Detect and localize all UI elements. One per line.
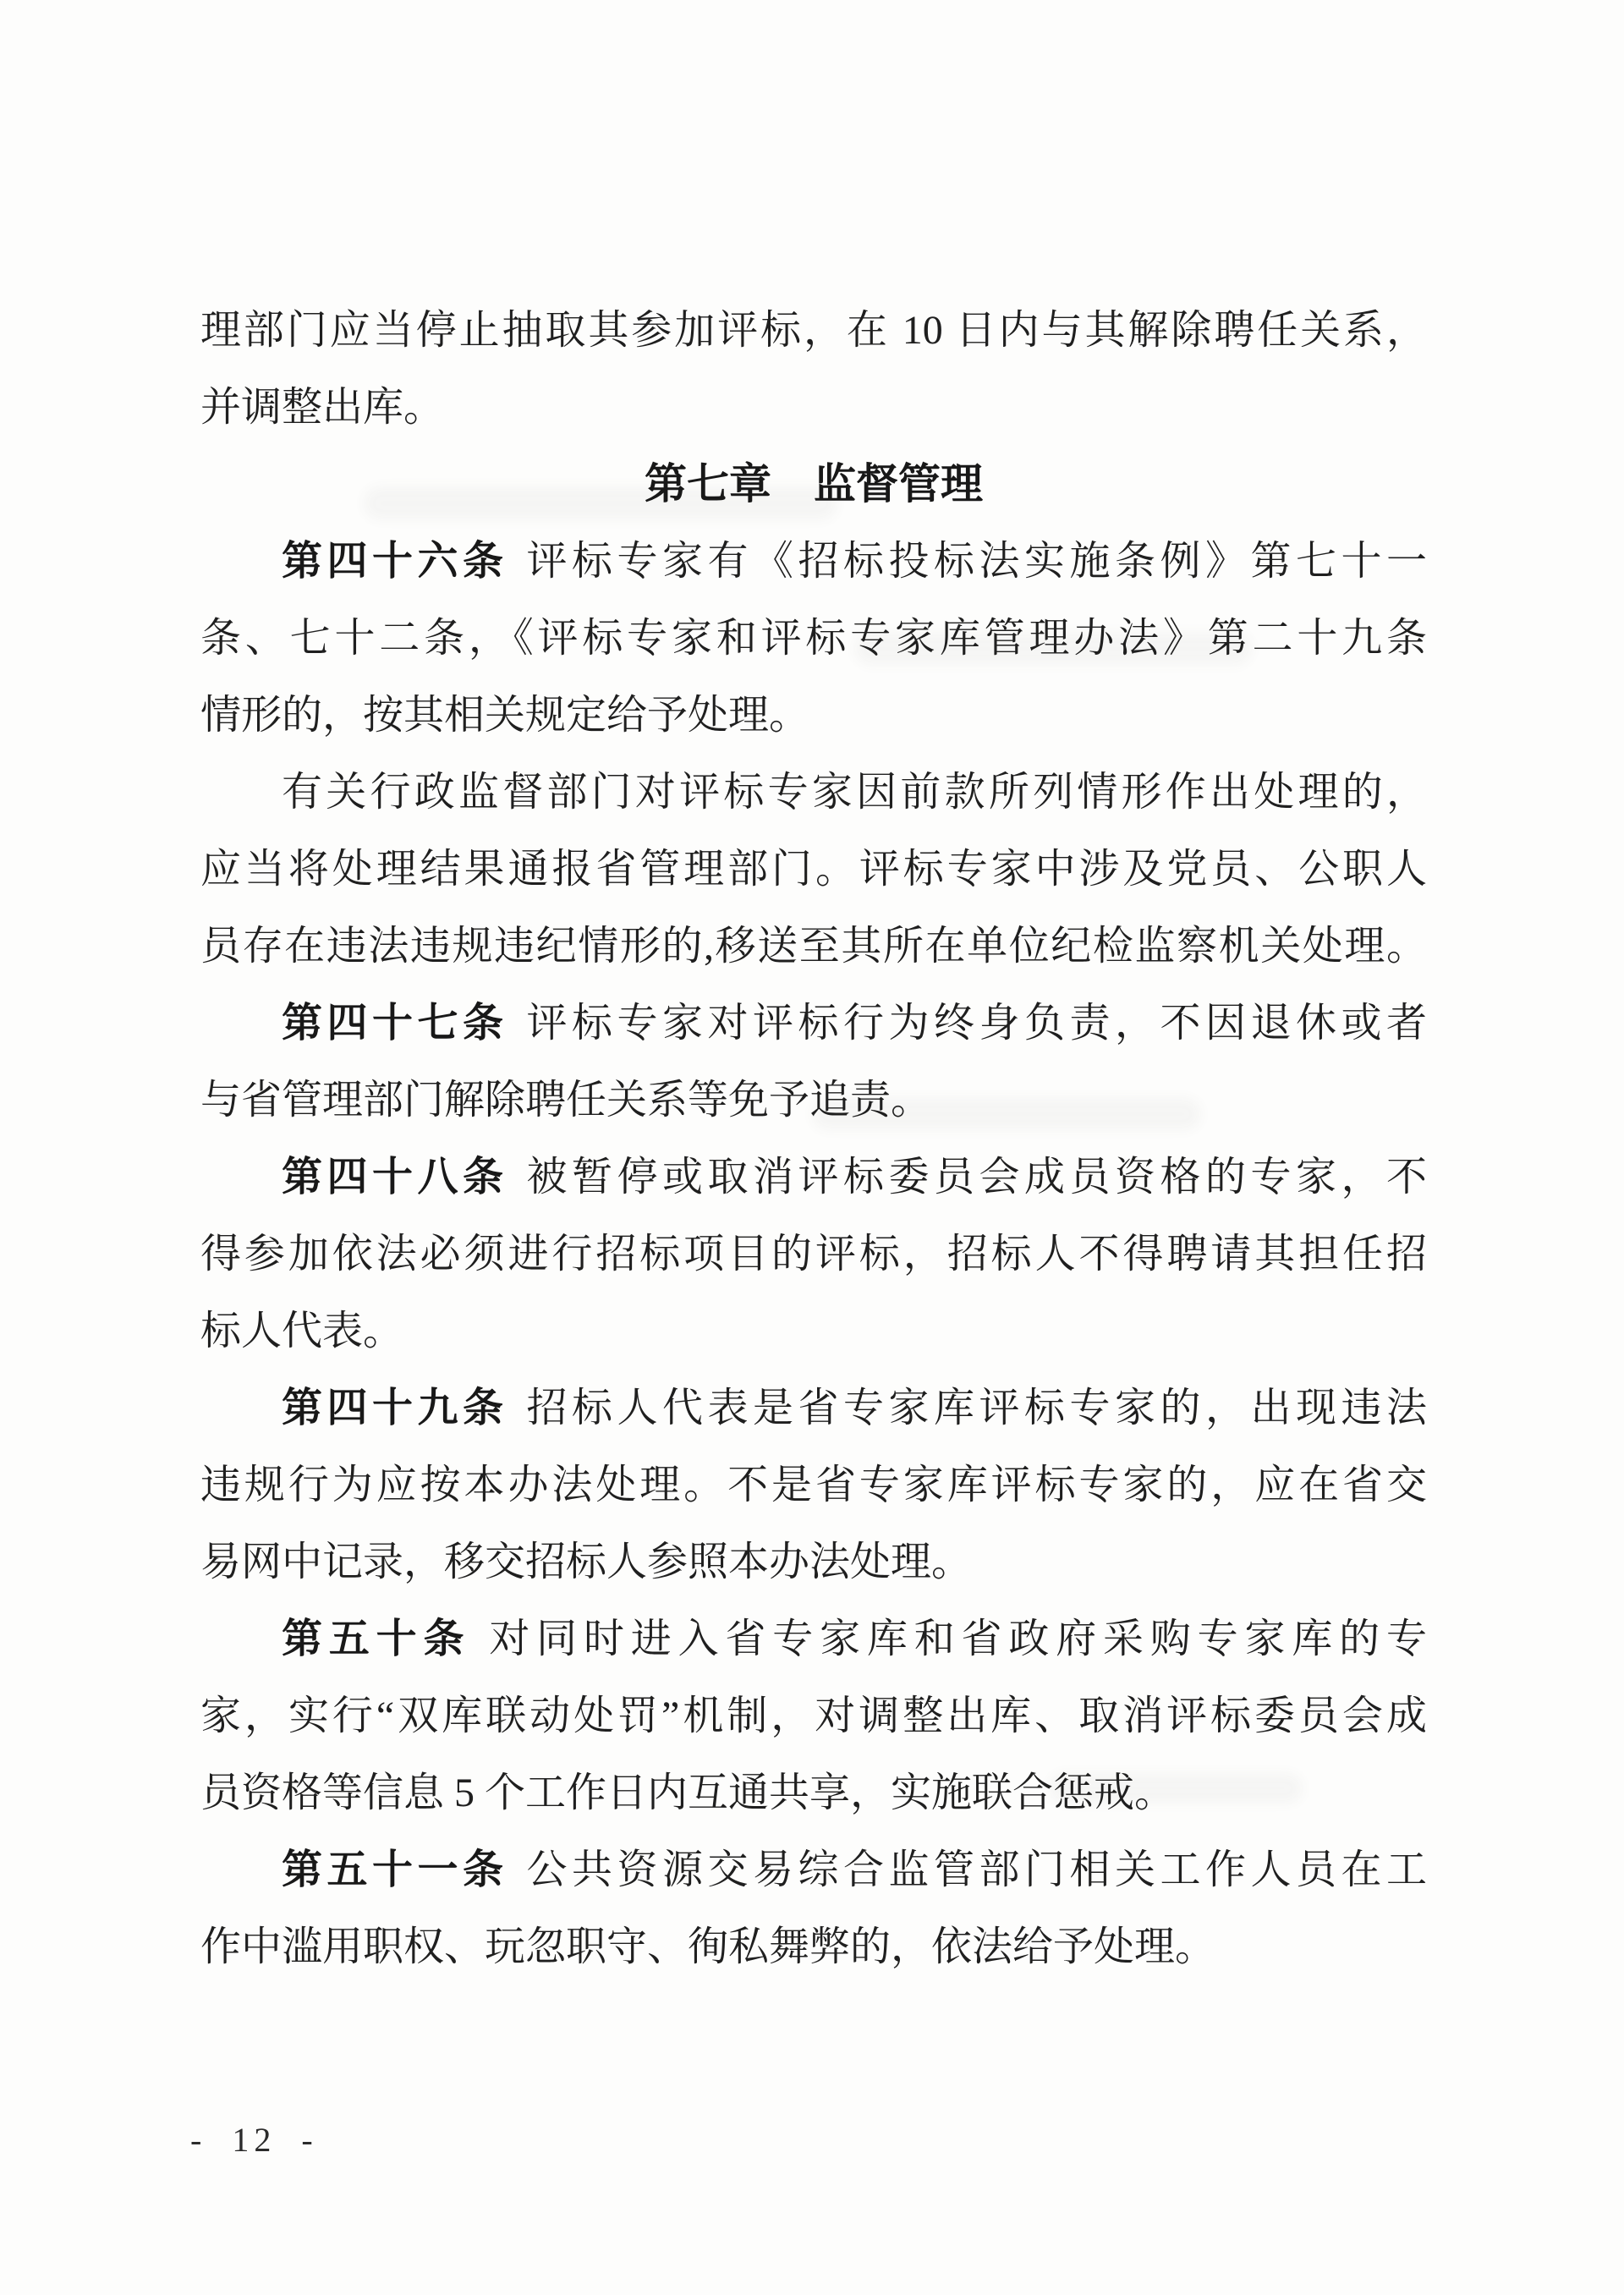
line-text: 与省管理部门解除聘任关系等免予追责。 (200, 1078, 932, 1123)
line-text: 违规行为应按本办法处理。不是省专家库评标专家的，应在省交 (200, 1463, 1427, 1507)
article-number: 第四十八条 (282, 1155, 508, 1200)
page-number: - 12 - (190, 2121, 318, 2159)
doc-line (200, 1908, 1427, 1985)
doc-line-article-48 (200, 1139, 1427, 1216)
doc-line (200, 831, 1427, 908)
line-text: 情形的，按其相关规定给予处理。 (200, 693, 810, 738)
line-text: 有关行政监督部门对评标专家因前款所列情形作出处理的， (282, 770, 1427, 815)
doc-line-article-46 (200, 523, 1427, 600)
line-text: 被暂停或取消评标委员会成员资格的专家，不 (526, 1155, 1427, 1200)
doc-line (200, 1754, 1427, 1831)
doc-line-article-49 (200, 1370, 1427, 1447)
doc-line (200, 908, 1427, 985)
chapter-number: 第七章 (645, 460, 771, 508)
doc-line-article-47 (200, 985, 1427, 1062)
line-text: 条、七十二条，《评标专家和评标专家库管理办法》第二十九条 (200, 616, 1427, 661)
line-text: 员资格等信息 5 个工作日内互通共享，实施联合惩戒。 (200, 1771, 1176, 1815)
line-text: 理部门应当停止抽取其参加评标，在 10 日内与其解除聘任关系， (200, 308, 1427, 353)
doc-line (200, 600, 1427, 677)
doc-line (200, 369, 1427, 446)
line-text: 公共资源交易综合监管部门相关工作人员在工 (526, 1848, 1427, 1892)
doc-line (200, 292, 1427, 369)
chapter-title: 监督管理 (814, 460, 983, 508)
article-number: 第四十六条 (282, 539, 508, 584)
doc-line (200, 1524, 1427, 1600)
line-text: 应当将处理结果通报省管理部门。评标专家中涉及党员、公职人 (200, 847, 1427, 892)
line-text: 并调整出库。 (200, 385, 445, 430)
line-text: 作中滥用职权、玩忽职守、徇私舞弊的，依法给予处理。 (200, 1924, 1216, 1969)
doc-line (200, 677, 1427, 754)
line-text: 评标专家对评标行为终身负责，不因退休或者 (526, 1001, 1427, 1046)
line-text: 易网中记录，移交招标人参照本办法处理。 (200, 1540, 973, 1584)
doc-line-article-50 (200, 1600, 1427, 1677)
doc-line (200, 1062, 1427, 1139)
line-text: 评标专家有《招标投标法实施条例》第七十一 (526, 539, 1427, 584)
line-text: 对同时进入省专家库和省政府采购专家库的专 (489, 1617, 1427, 1661)
doc-line (200, 1677, 1427, 1754)
line-text: 家，实行“双库联动处罚”机制，对调整出库、取消评标委员会成 (200, 1694, 1427, 1738)
doc-line (200, 754, 1427, 831)
doc-line (200, 1447, 1427, 1524)
article-number: 第四十七条 (282, 1001, 508, 1046)
line-text: 得参加依法必须进行招标项目的评标，招标人不得聘请其担任招 (200, 1232, 1427, 1277)
article-number: 第五十一条 (282, 1848, 508, 1892)
article-number: 第四十九条 (282, 1386, 508, 1430)
article-number: 第五十条 (282, 1617, 471, 1661)
line-text: 招标人代表是省专家库评标专家的，出现违法 (526, 1386, 1427, 1430)
doc-line (200, 1293, 1427, 1370)
doc-line-article-51 (200, 1831, 1427, 1908)
chapter-heading (200, 446, 1427, 523)
line-text: 员存在违法违规违纪情形的,移送至其所在单位纪检监察机关处理。 (200, 924, 1427, 969)
line-text: 标人代表。 (200, 1309, 404, 1353)
text-block (200, 292, 1427, 1985)
doc-line (200, 1216, 1427, 1293)
